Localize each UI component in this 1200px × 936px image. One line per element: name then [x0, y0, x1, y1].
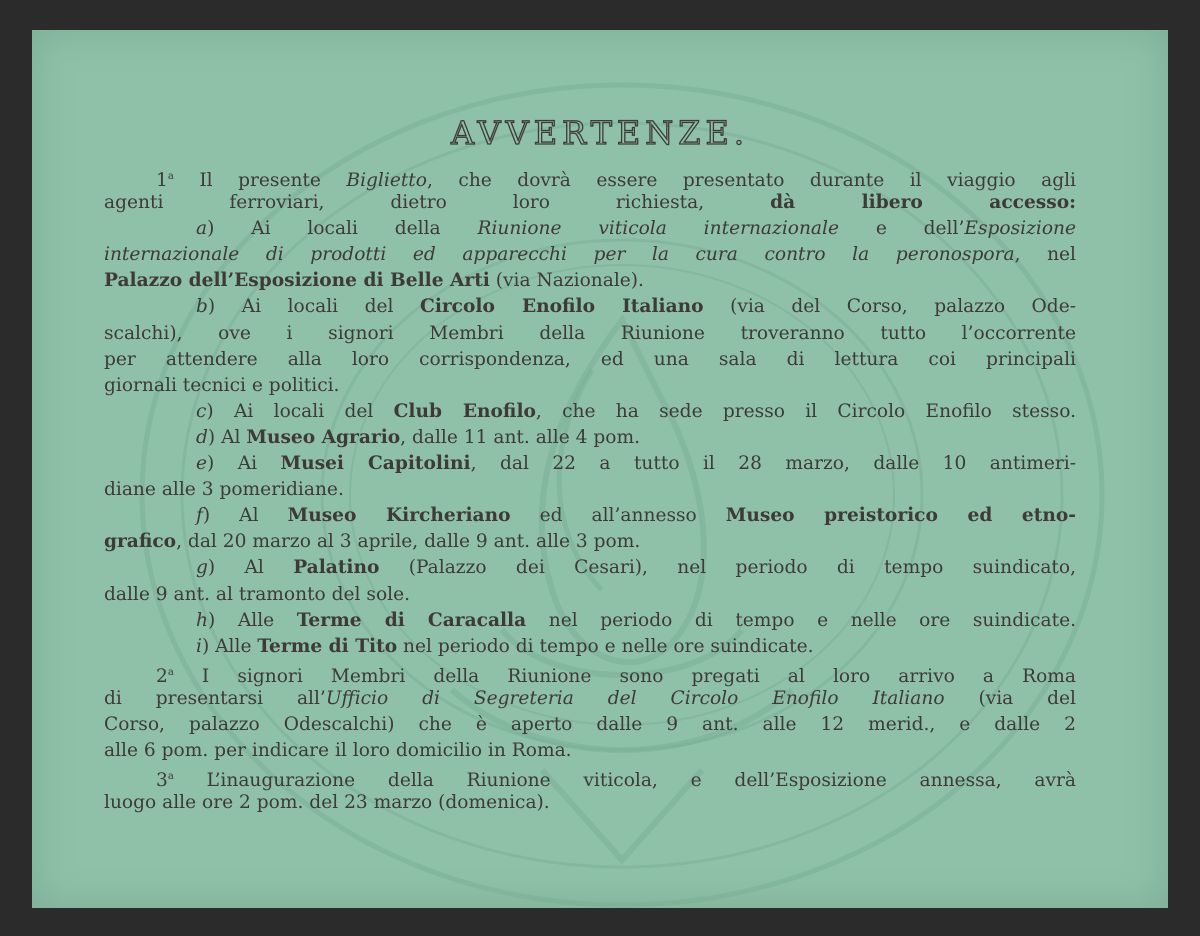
text-line: b) Ai locali del Circolo Enofilo Italiano (via del Corso, palazzo Ode- — [196, 296, 1076, 318]
text-line: 2$^a$ I signori Membri della Riunione sono pregati al loro arrivo a Roma — [156, 665, 1076, 687]
text-line: i) Alle Terme di Tito nel periodo di tempo e nelle ore suindicate. — [196, 635, 814, 657]
text-line: g) Al Palatino (Palazzo dei Cesari), nel periodo di tempo suindicato, — [196, 557, 1076, 579]
ticket-card — [32, 30, 1168, 908]
text-line: luogo alle ore 2 pom. del 23 marzo (domenica). — [104, 792, 550, 814]
text-line: Palazzo dell’Esposizione di Belle Arti (via Nazionale). — [104, 270, 644, 292]
notice-body — [104, 164, 1076, 816]
text-line: d) Al Museo Agrario, dalle 11 ant. alle 4 pom. — [196, 426, 640, 448]
text-line: scalchi), ove i signori Membri della Riunione troveranno tutto l’occorrente — [104, 322, 1076, 344]
text-line: di presentarsi all’Ufficio di Segreteria del Circolo Enofilo Italiano (via del — [104, 687, 1077, 709]
text-line: giornali tecnici e politici. — [104, 374, 340, 396]
text-line: internazionale di prodotti ed apparecchi per la cura contro la peronospora, nel — [104, 244, 1076, 266]
text-line: agenti ferroviari, dietro loro richiesta, dà libero accesso: — [104, 192, 1076, 214]
text-line: alle 6 pom. per indicare il loro domicilio in Roma. — [104, 740, 572, 762]
text-line: grafico, dal 20 marzo al 3 aprile, dalle 9 ant. alle 3 pom. — [104, 531, 641, 553]
text-line: Corso, palazzo Odescalchi) che è aperto dalle 9 ant. alle 12 merid., e dalle 2 — [104, 713, 1076, 735]
text-line: a) Ai locali della Riunione viticola internazionale e dell’Esposizione — [196, 218, 1076, 240]
notice-title: AVVERTENZE. — [450, 114, 750, 152]
text-line: h) Alle Terme di Caracalla nel periodo di tempo e nelle ore suindicate. — [196, 609, 1077, 631]
text-line: f) Al Museo Kircheriano ed all’annesso Museo preistorico ed etno- — [196, 505, 1076, 527]
text-line: c) Ai locali del Club Enofilo, che ha sede presso il Circolo Enofilo stesso. — [196, 400, 1076, 422]
text-line: per attendere alla loro corrispondenza, ed una sala di lettura coi principali — [104, 348, 1076, 370]
text-line: diane alle 3 pomeridiane. — [104, 479, 344, 501]
text-line: 3$^a$ L’inaugurazione della Riunione viticola, e dell’Esposizione annessa, avrà — [156, 770, 1076, 792]
text-line: e) Ai Musei Capitolini, dal 22 a tutto il 28 marzo, dalle 10 antimeri- — [196, 453, 1077, 475]
text-line: 1$^a$ Il presente Biglietto, che dovrà essere presentato durante il viaggio agli — [156, 170, 1076, 191]
text-line: dalle 9 ant. al tramonto del sole. — [104, 583, 411, 605]
